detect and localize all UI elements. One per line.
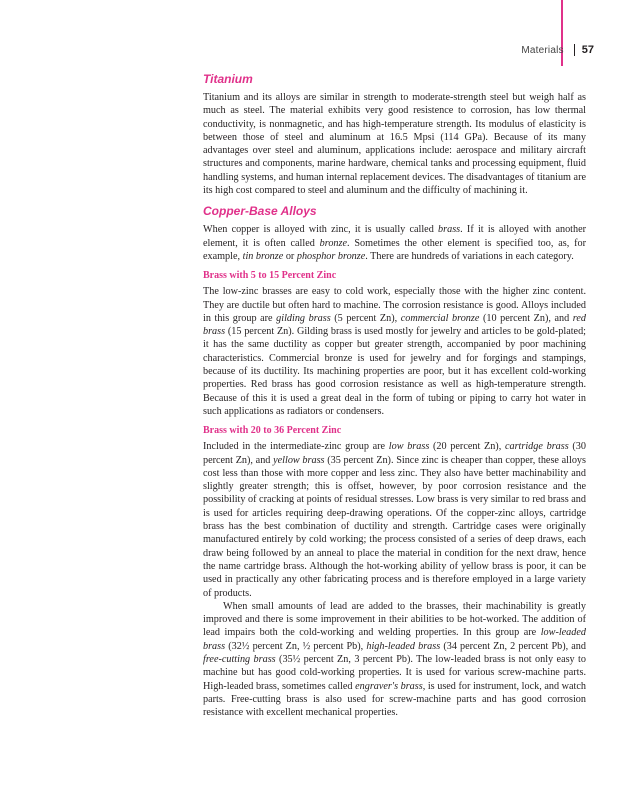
page-number: 57: [581, 44, 594, 56]
running-header-section: Materials: [521, 44, 564, 56]
paragraph-copper-base: When copper is alloyed with zinc, it is usually called brass. If it is alloyed with another element, it is often called bronze. Sometimes the other element is specified too, as, for example, tin bronze or phosphor bronze. There are hundreds of variations in each category.: [203, 224, 587, 262]
paragraph-brass-20-36: Included in the intermediate-zinc group are low brass (20 percent Zn), cartridge brass (30 percent Zn), and yellow brass (35 percent Zn). Since zinc is cheaper than copper, these alloys cost less than those with more copper and less zinc. They also have better machinability and slightly greater strength; this is offset, however, by poor corrosion resistance and the possibility of cracking at points of residual stresses. Low brass is very similar to red brass and is used for articles requiring deep-drawing operations. Of the copper-zinc alloys, cartridge brass has the best combination of ductility and strength. Cartridge cases were originally manufactured entirely by cold working; the process consisted of a series of deep draws, each draw being followed by an anneal to place the material in condition for the next draw, hence the name cartridge brass. Although the hot-working ability of yellow brass is poor, it can be used in practically any other fabricating process and is therefore employed in a large variety of products.: [203, 441, 586, 599]
heading-copper-base-alloys: Copper-Base Alloys: [203, 204, 317, 219]
paragraph-leaded-brass: When small amounts of lead are added to the brasses, their machinability is greatly improved and there is some improvement in their abilities to be hot-worked. The addition of lead impairs both the cold-working and welding properties. In this group are low-leaded brass (32½ percent Zn, ½ percent Pb), high-leaded brass (34 percent Zn, 2 percent Pb), and free-cutting brass (35½ percent Zn, 3 percent Pb). The low-leaded brass is not only easy to machine but has good cold-working properties. It is used for various screw-machine parts. High-leaded brass, sometimes called engraver's brass, is used for instrument, lock, and watch parts. Free-cutting brass is also used for screw-machine parts and has good corrosion resistance with excellent mechanical properties.: [203, 600, 586, 719]
paragraph-titanium: Titanium and its alloys are similar in strength to moderate-strength steel but weigh half as much as steel. The material exhibits very good resistence to corrosion, has low thermal conductivity, is nonmagnetic, and has high-temperature strength. Its modulus of elasticity is between those of steel and aluminum at 16.5 Mpsi (114 GPa). Because of its many advantages over steel and aluminum, applications include: aerospace and military aircraft structures and components, marine hardware, chemical tanks and processing equipment, fluid handling systems, and human internal replacement devices. The disadvantages of titanium are its high cost compared to steel and aluminum and the difficulty of machining it.: [203, 92, 586, 197]
paragraph-brass-5-15: The low-zinc brasses are easy to cold work, especially those with the higher zinc content. They are ductile but often hard to machine. The corrosion resistance is good. Alloys included in this group are gilding brass (5 percent Zn), commercial bronze (10 percent Zn), and red brass (15 percent Zn). Gilding brass is used mostly for jewelry and articles to be gold-plated; it has the same ductility as copper but greater strength, accompanied by poor machining characteristics. Commercial bronze is used for jewelry and for forgings and stampings, because of its ductility. Its machining properties are poor, but it has excellent cold-working properties. Red brass has good corrosion resistance as well as high-temperature strength. Because of this it is used a great deal in the form of tubing or piping to carry hot water in such applications as radiators or condensers.: [203, 286, 586, 417]
header-divider: [574, 44, 575, 56]
page-body: [203, 72, 586, 719]
heading-brass-5-15: Brass with 5 to 15 Percent Zinc: [203, 270, 337, 282]
header-accent-rule: [561, 0, 563, 66]
heading-titanium: Titanium: [203, 72, 253, 86]
running-header: [521, 44, 594, 56]
heading-brass-20-36: Brass with 20 to 36 Percent Zinc: [203, 425, 342, 437]
